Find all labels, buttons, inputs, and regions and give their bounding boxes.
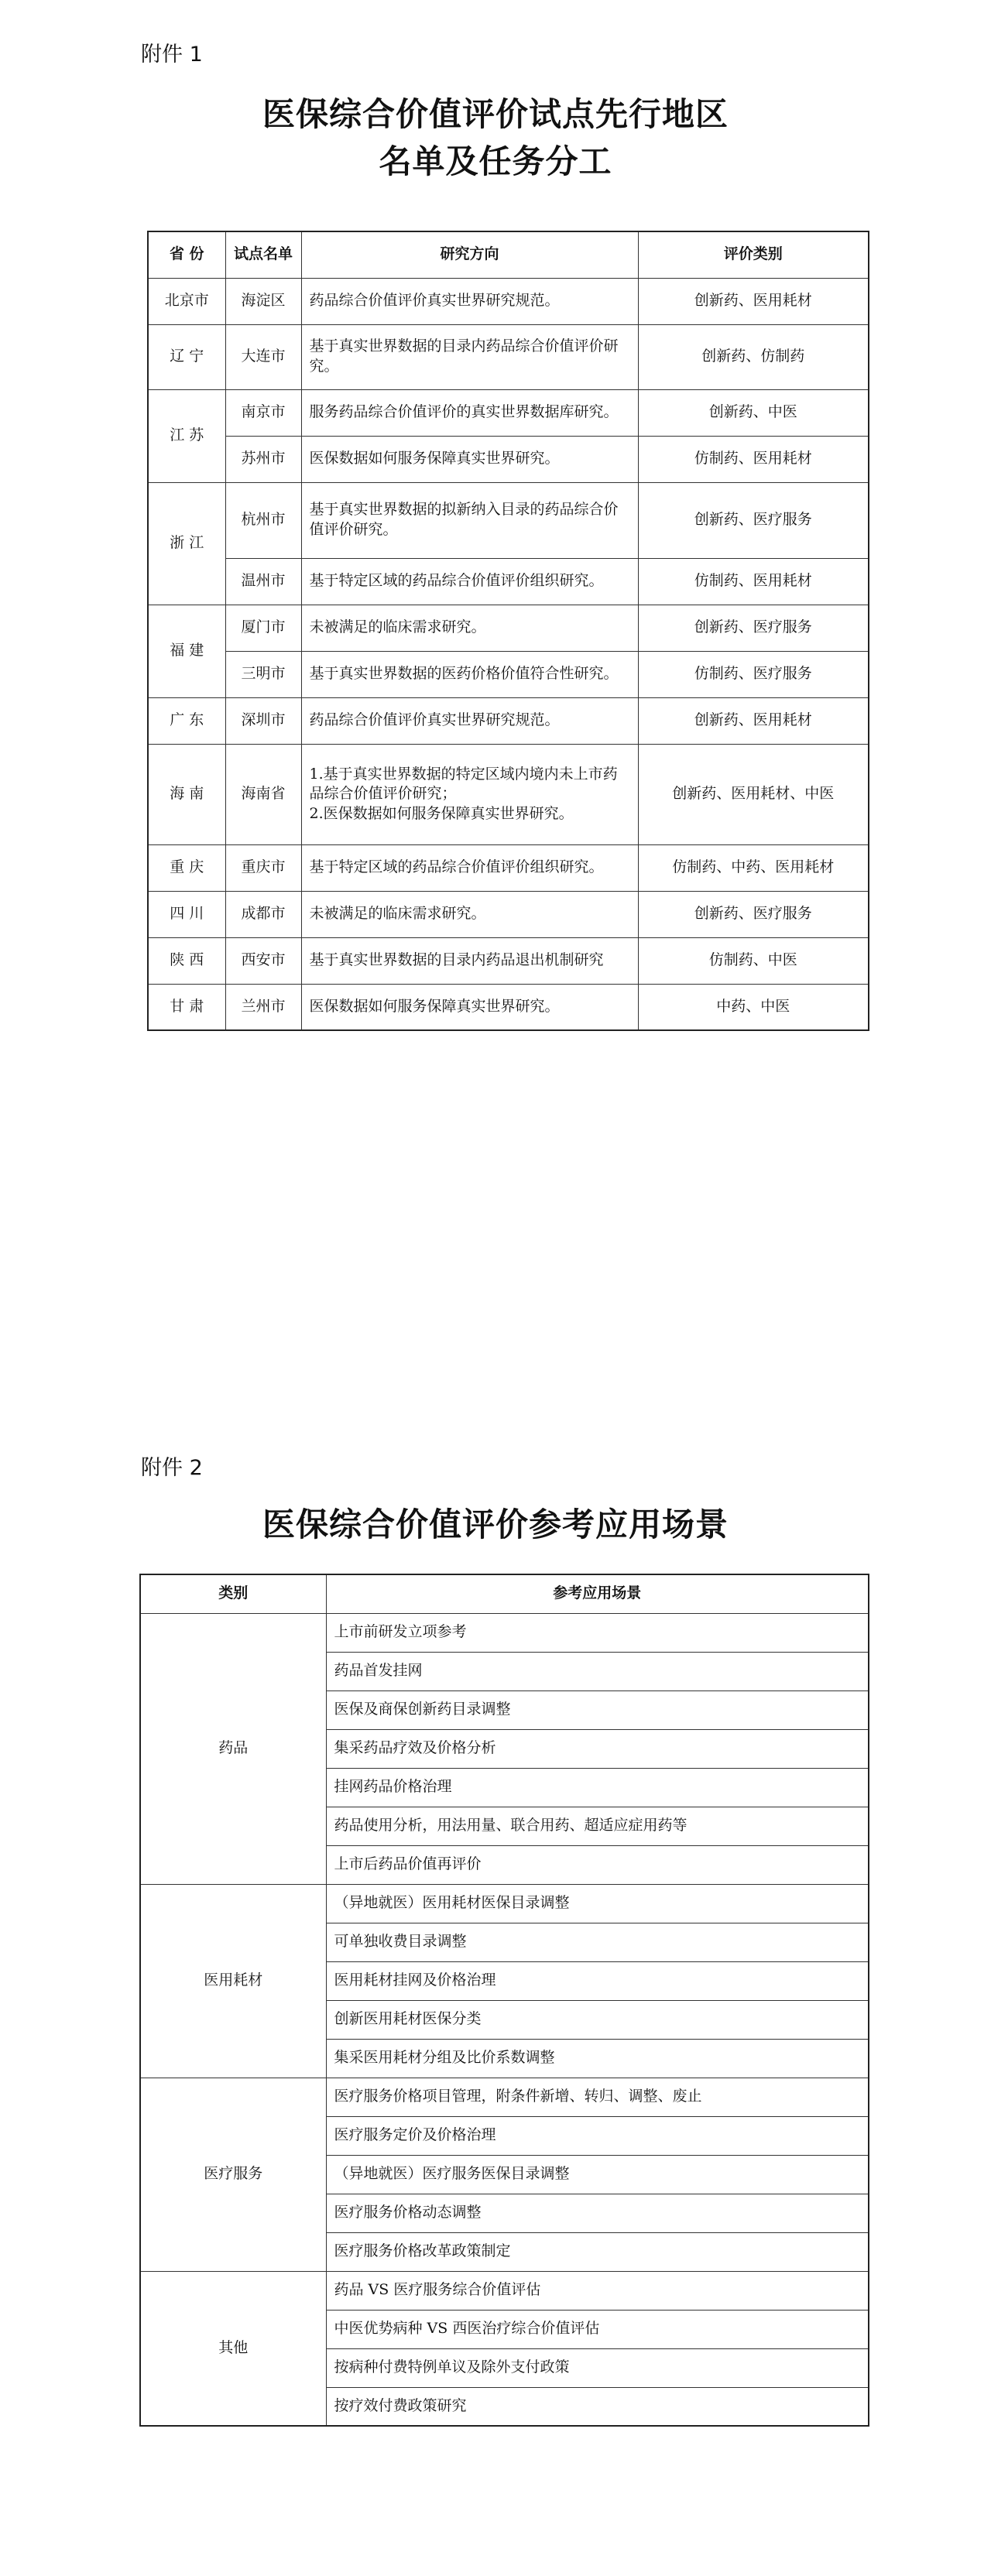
category-cell: 仿制药、医用耗材 bbox=[638, 558, 869, 605]
category-cell: 创新药、医疗服务 bbox=[638, 482, 869, 558]
table-row bbox=[148, 937, 869, 984]
table-row bbox=[148, 436, 869, 482]
table-row bbox=[148, 558, 869, 605]
table-row bbox=[148, 744, 869, 844]
province-cell: 重 庆 bbox=[148, 844, 225, 891]
table-row bbox=[140, 2078, 869, 2116]
table-row bbox=[148, 891, 869, 937]
city-cell: 苏州市 bbox=[225, 436, 301, 482]
province-cell: 江 苏 bbox=[148, 389, 225, 482]
scene-cell: 医疗服务价格项目管理，附条件新增、转归、调整、废止 bbox=[326, 2078, 869, 2116]
scene-cell: （异地就医）医用耗材医保目录调整 bbox=[326, 1884, 869, 1923]
header-pilot: 试点名单 bbox=[225, 231, 301, 278]
scene-cell: 集采医用耗材分组及比价系数调整 bbox=[326, 2039, 869, 2078]
table-header-row bbox=[148, 231, 869, 278]
scene-cell: 按病种付费特例单议及除外支付政策 bbox=[326, 2348, 869, 2387]
table-row bbox=[140, 1613, 869, 1652]
direction-line: 1.基于真实世界数据的特定区域内境内未上市药品综合价值评价研究； bbox=[309, 765, 618, 803]
table-row bbox=[148, 389, 869, 436]
scene-cell: 药品首发挂网 bbox=[326, 1652, 869, 1690]
province-cell: 陕 西 bbox=[148, 937, 225, 984]
direction-cell bbox=[301, 744, 638, 844]
pilot-regions-table bbox=[147, 231, 869, 1031]
province-cell: 甘 肃 bbox=[148, 984, 225, 1030]
scene-cell: 上市前研发立项参考 bbox=[326, 1613, 869, 1652]
category-cell: 药品 bbox=[140, 1613, 326, 1884]
annex1-label: 附件 1 bbox=[141, 43, 203, 67]
city-cell: 温州市 bbox=[225, 558, 301, 605]
city-cell: 海南省 bbox=[225, 744, 301, 844]
scene-cell: 药品使用分析，用法用量、联合用药、超适应症用药等 bbox=[326, 1807, 869, 1845]
direction-cell: 未被满足的临床需求研究。 bbox=[301, 605, 638, 651]
city-cell: 重庆市 bbox=[225, 844, 301, 891]
direction-cell: 基于特定区域的药品综合价值评价组织研究。 bbox=[301, 558, 638, 605]
scene-cell: 创新医用耗材医保分类 bbox=[326, 2000, 869, 2039]
header-direction: 研究方向 bbox=[301, 231, 638, 278]
province-cell: 四 川 bbox=[148, 891, 225, 937]
direction-cell: 医保数据如何服务保障真实世界研究。 bbox=[301, 436, 638, 482]
category-cell: 创新药、中医 bbox=[638, 389, 869, 436]
table-row bbox=[148, 844, 869, 891]
category-cell: 创新药、医用耗材 bbox=[638, 697, 869, 744]
category-cell: 医疗服务 bbox=[140, 2078, 326, 2271]
scene-cell: 上市后药品价值再评价 bbox=[326, 1845, 869, 1884]
category-cell: 创新药、仿制药 bbox=[638, 324, 869, 389]
city-cell: 成都市 bbox=[225, 891, 301, 937]
direction-cell: 基于真实世界数据的医药价格价值符合性研究。 bbox=[301, 651, 638, 697]
category-cell: 仿制药、中医 bbox=[638, 937, 869, 984]
scene-cell: 按疗效付费政策研究 bbox=[326, 2387, 869, 2426]
direction-cell: 药品综合价值评价真实世界研究规范。 bbox=[301, 697, 638, 744]
scene-cell: 挂网药品价格治理 bbox=[326, 1768, 869, 1807]
city-cell: 三明市 bbox=[225, 651, 301, 697]
header-category: 类别 bbox=[140, 1574, 326, 1613]
province-cell: 海 南 bbox=[148, 744, 225, 844]
direction-line: 2.医保数据如何服务保障真实世界研究。 bbox=[309, 804, 574, 822]
city-cell: 大连市 bbox=[225, 324, 301, 389]
scene-cell: 医疗服务定价及价格治理 bbox=[326, 2116, 869, 2155]
annex1-title-line1: 医保综合价值评价试点先行地区 bbox=[262, 95, 729, 133]
category-cell: 医用耗材 bbox=[140, 1884, 326, 2078]
annex1-title-line2: 名单及任务分工 bbox=[379, 142, 612, 180]
category-cell: 创新药、医用耗材 bbox=[638, 278, 869, 324]
table-header-row bbox=[140, 1574, 869, 1613]
table-row bbox=[140, 1884, 869, 1923]
direction-cell: 基于特定区域的药品综合价值评价组织研究。 bbox=[301, 844, 638, 891]
category-cell: 其他 bbox=[140, 2271, 326, 2426]
city-cell: 西安市 bbox=[225, 937, 301, 984]
direction-cell: 医保数据如何服务保障真实世界研究。 bbox=[301, 984, 638, 1030]
city-cell: 南京市 bbox=[225, 389, 301, 436]
scene-cell: 医保及商保创新药目录调整 bbox=[326, 1690, 869, 1729]
category-cell: 创新药、医疗服务 bbox=[638, 891, 869, 937]
category-cell: 仿制药、医用耗材 bbox=[638, 436, 869, 482]
header-category: 评价类别 bbox=[638, 231, 869, 278]
city-cell: 兰州市 bbox=[225, 984, 301, 1030]
city-cell: 海淀区 bbox=[225, 278, 301, 324]
scene-cell: 医疗服务价格改革政策制定 bbox=[326, 2232, 869, 2271]
header-scenes: 参考应用场景 bbox=[326, 1574, 869, 1613]
table-row bbox=[148, 278, 869, 324]
category-cell: 仿制药、医疗服务 bbox=[638, 651, 869, 697]
city-cell: 深圳市 bbox=[225, 697, 301, 744]
province-cell: 北京市 bbox=[148, 278, 225, 324]
annex2-label: 附件 2 bbox=[141, 1456, 203, 1480]
table-row bbox=[148, 697, 869, 744]
category-cell: 创新药、医疗服务 bbox=[638, 605, 869, 651]
category-cell: 创新药、医用耗材、中医 bbox=[638, 744, 869, 844]
annex2-title: 医保综合价值评价参考应用场景 bbox=[262, 1506, 729, 1543]
annex1-title bbox=[0, 91, 991, 186]
application-scenes-table bbox=[139, 1574, 869, 2427]
scene-cell: 可单独收费目录调整 bbox=[326, 1923, 869, 1961]
province-cell: 广 东 bbox=[148, 697, 225, 744]
direction-cell: 基于真实世界数据的目录内药品综合价值评价研究。 bbox=[301, 324, 638, 389]
province-cell: 浙 江 bbox=[148, 482, 225, 605]
scene-cell: （异地就医）医疗服务医保目录调整 bbox=[326, 2155, 869, 2194]
province-cell: 福 建 bbox=[148, 605, 225, 697]
table-row bbox=[140, 2271, 869, 2310]
direction-cell: 药品综合价值评价真实世界研究规范。 bbox=[301, 278, 638, 324]
header-province: 省 份 bbox=[148, 231, 225, 278]
scene-cell: 中医优势病种 VS 西医治疗综合价值评估 bbox=[326, 2310, 869, 2348]
category-cell: 仿制药、中药、医用耗材 bbox=[638, 844, 869, 891]
table-row bbox=[148, 605, 869, 651]
table-row bbox=[148, 984, 869, 1030]
table-row bbox=[148, 482, 869, 558]
province-cell: 辽 宁 bbox=[148, 324, 225, 389]
scene-cell: 医疗服务价格动态调整 bbox=[326, 2194, 869, 2232]
direction-cell: 服务药品综合价值评价的真实世界数据库研究。 bbox=[301, 389, 638, 436]
direction-cell: 基于真实世界数据的拟新纳入目录的药品综合价值评价研究。 bbox=[301, 482, 638, 558]
scene-cell: 集采药品疗效及价格分析 bbox=[326, 1729, 869, 1768]
city-cell: 厦门市 bbox=[225, 605, 301, 651]
scene-cell: 药品 VS 医疗服务综合价值评估 bbox=[326, 2271, 869, 2310]
direction-cell: 基于真实世界数据的目录内药品退出机制研究 bbox=[301, 937, 638, 984]
category-cell: 中药、中医 bbox=[638, 984, 869, 1030]
table-row bbox=[148, 324, 869, 389]
table-row bbox=[148, 651, 869, 697]
direction-cell: 未被满足的临床需求研究。 bbox=[301, 891, 638, 937]
scene-cell: 医用耗材挂网及价格治理 bbox=[326, 1961, 869, 2000]
city-cell: 杭州市 bbox=[225, 482, 301, 558]
